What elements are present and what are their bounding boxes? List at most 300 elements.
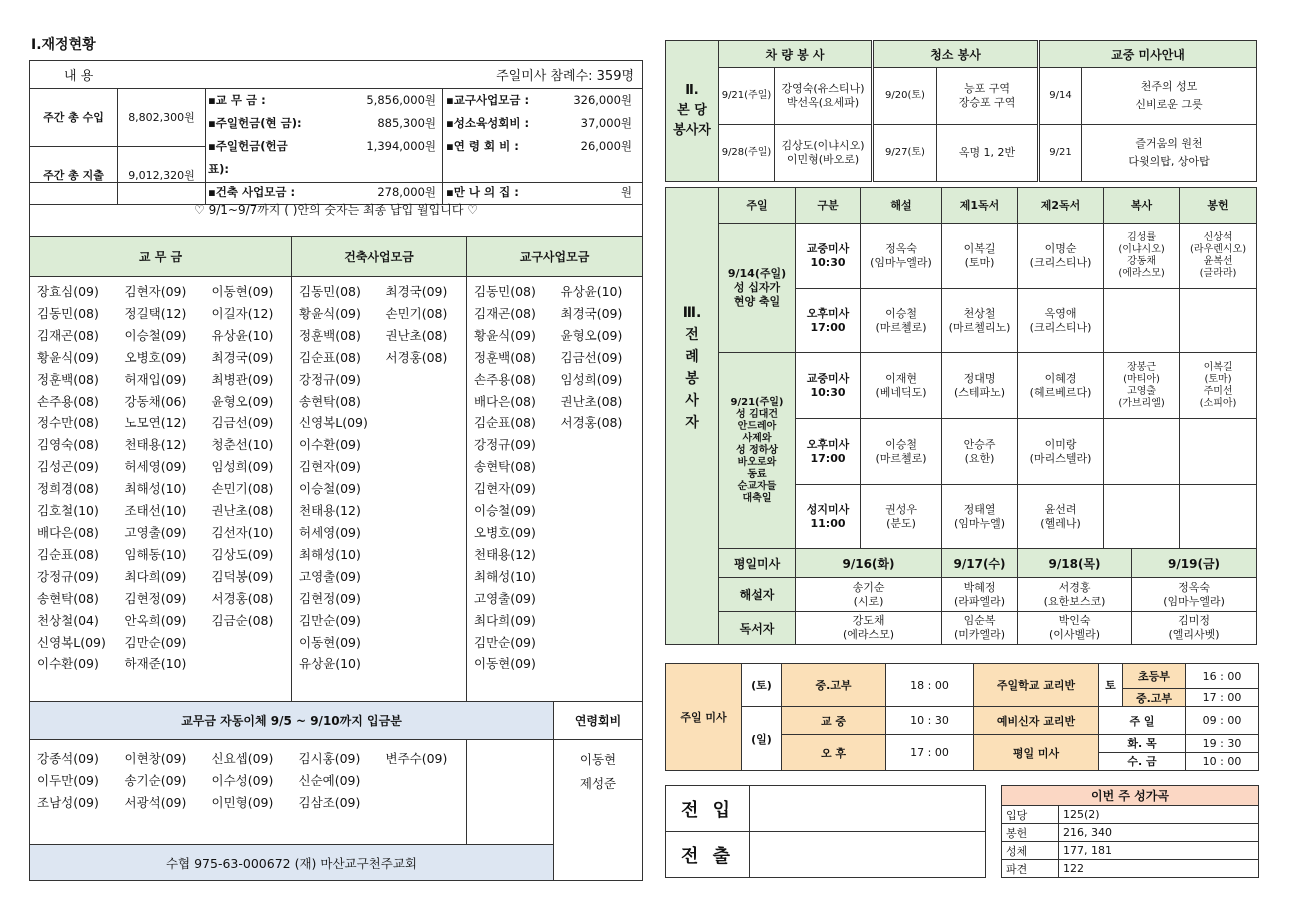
list-line: (라우렌시오) [1190, 244, 1247, 255]
list-line: 김미정 [1178, 614, 1210, 627]
list-line: 정대명 [963, 371, 996, 385]
list-line: 강도채 [852, 614, 885, 627]
list-line: 이수환(09) [37, 656, 99, 672]
list-line: 김금선(09) [211, 415, 274, 431]
list-line: 대축일 [742, 492, 772, 504]
list-line: 강정규(09) [474, 437, 536, 453]
list-line: 서광석(09) [124, 794, 187, 810]
list-line: 이혜경 [1044, 371, 1077, 385]
list-line: 안승주 [963, 437, 996, 451]
list-line: 김선자(10) [211, 524, 274, 540]
list-line: (이냐시오) [1118, 244, 1165, 255]
commentator-label: 해설자 [719, 578, 796, 612]
list-line: (마르첼리노) [948, 320, 1011, 334]
list-line: 노모연(12) [124, 415, 187, 431]
th-server: 복사 [1104, 188, 1180, 224]
section1-title: Ⅰ.재정현황 [31, 37, 96, 53]
commentator [861, 224, 942, 289]
list-line: 김영숙(08) [37, 437, 99, 453]
mass-info [1082, 125, 1257, 182]
auto-col-2 [118, 740, 205, 845]
list-line: 최경국(09) [560, 305, 623, 321]
list-line: (스테파노) [953, 385, 1006, 399]
catechumen-time: 09 : 00 [1186, 707, 1259, 735]
clean-area [937, 68, 1038, 125]
list-line: 11:00 [810, 516, 846, 530]
list-line: 신영복L(09) [299, 415, 368, 431]
auto-col-1 [30, 740, 118, 845]
list-line: 권난초(08) [385, 327, 448, 343]
th-reading1: 제1독서 [942, 188, 1018, 224]
list-line: 손주용(08) [474, 371, 536, 387]
list-line: 정태열 [963, 502, 996, 516]
list-line: 김현자(09) [299, 459, 361, 475]
list-line: 강영숙(유스티나) [781, 82, 865, 95]
list-line: 10:30 [810, 256, 846, 269]
list-line: 김현자(09) [124, 284, 187, 299]
car-names [775, 125, 872, 182]
list-line: (크리스티나) [1029, 320, 1092, 334]
reader2 [1018, 419, 1104, 485]
list-line: 이승철 [885, 437, 917, 451]
names-table [29, 182, 643, 881]
hymns-title: 이번 주 성가곡 [1002, 786, 1259, 806]
mass-date: 9/21 [1040, 125, 1082, 182]
saturday-short: 토 [1099, 664, 1123, 707]
reader1 [942, 224, 1018, 289]
list-line: 서경홍(08) [211, 590, 274, 606]
list-line: 최병관(09) [211, 371, 274, 387]
list-line: 손민기(08) [385, 305, 448, 321]
catechumen-day: 주 일 [1099, 707, 1186, 735]
list-line: 김현정(09) [124, 590, 187, 606]
commentator [861, 353, 942, 419]
list-line: 김금선(09) [560, 349, 623, 365]
list-line: 최해성(10) [299, 546, 361, 562]
list-line: 성 김대건 [735, 408, 779, 420]
mass-date: 9/14 [1040, 68, 1082, 125]
finance-items: ▪교 무 금 : 5,856,000원 ▪교구사업모금 : 326,000원 ▪주일헌금(현 금): 885,300원 ▪성소육성회비 : 37,000원 ▪주일헌금(헌금표): 1,394,000원 ▪연 령 회 비 : 26,000원 ▪건축 사업모금 : 278,000원 ▪만 나 의 집 : 원 [206, 89, 642, 204]
wed-fri-time: 10 : 00 [1202, 755, 1242, 768]
list-line: 정훈백(08) [37, 371, 99, 387]
weekday-mass-label: 평일 미사 [974, 735, 1099, 771]
list-line: 황윤식(09) [37, 349, 99, 365]
list-line: 윤형오(09) [560, 327, 623, 343]
weekday-commentator [1132, 578, 1257, 612]
hymn-value: 177, 181 [1059, 842, 1259, 860]
list-line: 이승철(09) [124, 327, 187, 343]
list-line: 신요셉(09) [211, 751, 274, 766]
list-line: 바오로와 [737, 456, 777, 468]
hymn-label: 입당 [1002, 806, 1059, 824]
list-line: 김현정(09) [299, 590, 361, 606]
hymn-value: 216, 340 [1059, 824, 1259, 842]
list-line: (토마) [964, 256, 995, 269]
transfer-out-label: 전 출 [666, 832, 750, 878]
weekday-date: 9/16(화) [796, 549, 942, 578]
list-line: 서경홍 [1058, 580, 1091, 594]
list-line: 윤복선 [1203, 256, 1233, 267]
main-mass-time: 10 : 30 [886, 707, 974, 735]
list-line: 이복길 [1203, 361, 1233, 373]
list-line: 최다희(09) [124, 568, 187, 584]
list-line: 김성률 [1127, 232, 1157, 243]
list-line: 안드레아 [737, 420, 777, 432]
weekday-date: 9/18(목) [1018, 549, 1132, 578]
list-line: 황윤식(09) [299, 305, 361, 321]
list-line: 강종석(09) [37, 751, 99, 766]
weekday-reader [1132, 612, 1257, 645]
saturday-label: (토) [742, 664, 782, 707]
list-line: 김덕봉(09) [211, 568, 274, 584]
offering [1180, 353, 1257, 419]
list-line: 권난초(08) [560, 393, 623, 409]
list-line: 임성희(09) [560, 371, 623, 387]
weekday-commentator [1018, 578, 1132, 612]
list-line: 김순표(08) [474, 415, 536, 431]
list-line: 이동현(09) [211, 284, 274, 299]
list-line: 정옥숙 [885, 242, 917, 255]
list-line: 배다은(08) [474, 393, 536, 409]
list-line: 최해성(10) [124, 481, 187, 497]
list-line: 유상윤(10) [211, 327, 274, 343]
list-line: 최다희(09) [474, 612, 536, 628]
list-line: 정희경(08) [37, 481, 99, 497]
notice: ♡ 9/1~9/7까지 ( )안의 숫자는 최종 납입 월입니다 ♡ [30, 183, 643, 237]
list-line: 김동민(08) [299, 284, 361, 299]
list-line: 장효심(09) [37, 284, 99, 299]
list-line: 송현탁(08) [299, 393, 361, 409]
sunday-school-label: 주일학교 교리반 [974, 664, 1099, 707]
auto-col-4 [292, 740, 379, 845]
list-line: 권난초(08) [211, 503, 274, 519]
list-line: 고영출(09) [124, 524, 187, 540]
reader1 [942, 419, 1018, 485]
list-line: 김상도(09) [211, 546, 274, 562]
mass-type [796, 224, 861, 289]
clean-header: 청소 봉사 [874, 41, 1038, 68]
list-line: 안옥희(09) [124, 612, 187, 628]
list-line: 옥명 1, 2반 [958, 146, 1016, 159]
list-line: 오후미사 [806, 306, 850, 320]
list-line: 순교자들 [737, 480, 777, 492]
commentator [861, 289, 942, 353]
car-names [775, 68, 872, 125]
list-line: 즐거움의 원천 [1135, 137, 1203, 150]
list-line: 17:00 [810, 451, 846, 465]
list-line: 김금순(08) [211, 612, 274, 628]
transfer-in-value [750, 786, 986, 832]
list-line: 박선옥(요세파) [786, 96, 860, 109]
list-line: 유상윤(10) [560, 284, 623, 299]
list-line: (토마) [1204, 373, 1232, 385]
list-line: 오병호(09) [124, 349, 187, 365]
list-line: 최경국(09) [385, 284, 448, 299]
list-line: 봉 [685, 371, 699, 388]
section3-table [665, 187, 1257, 645]
list-line: 정훈백(08) [299, 327, 361, 343]
th-sunday: 주일 [719, 188, 796, 224]
list-line: 사 [685, 393, 699, 410]
list-line: 김만순(09) [299, 612, 361, 628]
reader1 [942, 485, 1018, 549]
yeonryeong-header: 연령회비 [554, 702, 643, 740]
list-line: 이두만(09) [37, 772, 99, 788]
list-line: 이명순 [1044, 242, 1077, 255]
reader1 [942, 289, 1018, 353]
list-line: 강동채(06) [124, 393, 187, 409]
middle-high-mass: 중.고부 [782, 664, 886, 707]
th-type: 구분 [796, 188, 861, 224]
list-line: 강동채 [1127, 256, 1157, 267]
evening-mass-time: 17 : 00 [886, 735, 974, 771]
list-line: 17:00 [810, 320, 846, 334]
tue-thu-label: 화. 목 [1099, 735, 1185, 753]
list-line: (헤르베르다) [1029, 385, 1092, 399]
transfer-out-value [750, 832, 986, 878]
diocese-col-2 [554, 277, 643, 702]
diocese-col-1 [467, 277, 554, 702]
building-col-1 [292, 277, 379, 702]
list-line: 김순표(08) [299, 349, 361, 365]
list-line: 이복길 [963, 242, 996, 255]
clean-date: 9/27(토) [874, 125, 937, 182]
list-line: 송현탁(08) [474, 459, 536, 475]
car-date: 9/28(주일) [719, 125, 775, 182]
list-line: 정옥숙 [1178, 580, 1210, 594]
list-line: 전 [685, 327, 699, 344]
transfer-table [665, 785, 986, 878]
middle-high-time: 18 : 00 [886, 664, 974, 707]
list-line: (임마누엘라) [1163, 594, 1225, 608]
list-line: (미카엘라) [953, 628, 1006, 641]
list-line: (에라스모) [842, 628, 895, 641]
list-line: 배다은(08) [37, 524, 99, 540]
list-line: 신비로운 그릇 [1135, 98, 1203, 111]
list-line: 자 [685, 415, 699, 432]
list-line: 천태용(12) [299, 503, 361, 519]
list-line: 임성희(09) [211, 459, 274, 475]
list-line: 례 [685, 349, 699, 366]
sunday-title [719, 353, 796, 549]
list-line: (크리스티나) [1029, 256, 1092, 269]
auto-col-3 [205, 740, 292, 845]
list-line: 이현창(09) [124, 751, 187, 766]
altar-server [1104, 485, 1180, 549]
list-line: (베네딕도) [875, 385, 927, 399]
offering [1180, 485, 1257, 549]
list-line: 김삼조(09) [298, 794, 361, 810]
list-line: 성지미사 [806, 502, 850, 516]
expense-label: 주간 총 지출 [30, 147, 118, 205]
list-line: 하재준(10) [124, 656, 187, 672]
commentator [861, 485, 942, 549]
gyomu-col-1 [30, 277, 118, 702]
gyomu-col-2 [118, 277, 205, 702]
weekday-date: 9/17(수) [942, 549, 1018, 578]
list-line: 김재곤(08) [474, 305, 536, 321]
list-line: 유상윤(10) [299, 656, 361, 672]
altar-server [1104, 289, 1180, 353]
list-line: (헬레나) [1040, 516, 1081, 530]
list-line: 성 십자가 [733, 281, 781, 294]
list-line: 오병호(09) [474, 524, 536, 540]
list-line: 임해동(10) [124, 546, 187, 562]
reader2 [1018, 289, 1104, 353]
list-line: 서경홍(08) [385, 349, 448, 365]
mh2-label: 중.고부 [1123, 689, 1186, 707]
list-line: 교중미사 [806, 242, 850, 255]
list-line: (마르첼로) [875, 320, 927, 334]
th-offering: 봉헌 [1180, 188, 1257, 224]
list-line: 이동현(09) [299, 634, 361, 650]
commentator [861, 419, 942, 485]
weekday-commentator [942, 578, 1018, 612]
list-line: 김순표(08) [37, 546, 99, 562]
list-line: 박인숙 [1058, 614, 1091, 627]
list-line: 사제와 [742, 432, 772, 444]
altar-server [1104, 419, 1180, 485]
list-line: 신상석 [1203, 232, 1233, 243]
income-label: 주간 총 수입 [30, 89, 118, 147]
list-line: 신순예(09) [298, 772, 361, 788]
list-line: 고영출(09) [474, 590, 536, 606]
elementary-label: 초등부 [1123, 664, 1186, 689]
list-line: 이재현 [885, 371, 917, 385]
list-line: 청춘선(10) [211, 437, 274, 453]
list-line: 고영출 [1127, 385, 1157, 397]
clean-area [937, 125, 1038, 182]
list-line: 최해성(10) [474, 568, 536, 584]
building-col-2 [379, 277, 467, 702]
sunday-short: (일) [742, 707, 782, 771]
list-line: 송현탁(08) [37, 590, 99, 606]
list-line: (글라라) [1199, 268, 1237, 279]
clean-date: 9/20(토) [874, 68, 937, 125]
list-line: 능포 구역 [964, 82, 1011, 95]
list-line: (임마누엘) [953, 516, 1006, 530]
list-line: 10:30 [810, 385, 846, 399]
list-line: (시로) [853, 594, 884, 608]
list-line: 강정규(09) [299, 371, 361, 387]
list-line: Ⅲ. [682, 305, 702, 322]
list-line: 이승철(09) [299, 481, 361, 497]
list-line: (요한보스코) [1043, 594, 1106, 608]
list-line: 9/14(주일) [727, 267, 787, 280]
list-line: (소피아) [1199, 397, 1237, 409]
finance-summary [29, 60, 643, 89]
hymn-value: 125(2) [1059, 806, 1259, 824]
list-line: 현양 축일 [733, 295, 781, 308]
list-line: 옥영애 [1044, 306, 1077, 320]
altar-server [1104, 224, 1180, 289]
section2-table [665, 40, 1257, 182]
list-line: 본 당 [677, 103, 707, 118]
reader1 [942, 353, 1018, 419]
list-line: 김상도(이냐시오) [781, 139, 865, 152]
list-line: 이수성(09) [211, 772, 274, 788]
hymn-value: 122 [1059, 860, 1259, 878]
list-line: (임마누엘라) [870, 256, 932, 269]
diocese-header: 교구사업모금 [467, 237, 643, 277]
list-line: 교중미사 [806, 371, 850, 385]
sunday-title [719, 224, 796, 353]
auto-col-5 [379, 740, 467, 845]
section2-label [666, 41, 719, 182]
list-line: 김시홍(09) [298, 751, 361, 766]
mh2-time: 17 : 00 [1186, 689, 1259, 707]
car-header: 차 량 봉 사 [719, 41, 872, 68]
offering [1180, 289, 1257, 353]
tue-thu-time: 19 : 30 [1186, 735, 1258, 753]
list-line: 김현자(09) [474, 481, 536, 497]
list-line: 임순복 [963, 614, 996, 627]
mass-schedule [665, 663, 1259, 771]
weekday-reader [1018, 612, 1132, 645]
hymn-label: 파견 [1002, 860, 1059, 878]
list-line: 장봉근 [1127, 361, 1157, 373]
list-line: (가브리엘) [1118, 397, 1165, 409]
list-line: 손주용(08) [37, 393, 99, 409]
list-line: 윤형오(09) [211, 393, 274, 409]
list-line: 이미랑 [1044, 437, 1077, 451]
weekday-reader [942, 612, 1018, 645]
list-line: 천상철 [963, 306, 996, 320]
mass-type [796, 289, 861, 353]
transfer-in-label: 전 입 [666, 786, 750, 832]
weekday-date: 9/19(금) [1132, 549, 1257, 578]
gyomu-col-3 [205, 277, 292, 702]
list-line: (마르첼로) [875, 451, 927, 465]
list-line: 허재입(09) [124, 371, 187, 387]
list-line: (엘리사벳) [1168, 628, 1220, 641]
list-line: 손민기(08) [211, 481, 274, 497]
list-line: 천주의 성모 [1140, 80, 1198, 93]
mass-type [796, 353, 861, 419]
list-line: 허세영(09) [124, 459, 187, 475]
gyomu-header: 교 무 금 [30, 237, 292, 277]
list-line: 고영출(09) [299, 568, 361, 584]
th-reading2: 제2독서 [1018, 188, 1104, 224]
weekday-commentator [796, 578, 942, 612]
list-line: 박혜정 [963, 580, 996, 594]
list-line: 강정규(09) [37, 568, 99, 584]
list-line: 이수환(09) [299, 437, 361, 453]
list-line: (라파엘라) [953, 594, 1006, 608]
car-date: 9/21(주일) [719, 68, 775, 125]
list-line: 제성준 [579, 776, 617, 791]
income-value: 8,802,300원 [118, 89, 206, 147]
list-line: 서경홍(08) [560, 415, 623, 431]
th-commentary: 해설 [861, 188, 942, 224]
wed-fri-label: 수. 금 [1127, 755, 1157, 768]
list-line: (마티아) [1123, 373, 1160, 385]
main-mass-label: 교 중 [782, 707, 886, 735]
list-line: 장승포 구역 [958, 96, 1016, 109]
list-line: 윤선려 [1044, 502, 1077, 516]
content-label: 내 용 [30, 61, 323, 89]
reader2 [1018, 353, 1104, 419]
list-line: 이민형(바오로) [786, 153, 860, 166]
list-line: 김만순(09) [124, 634, 187, 650]
list-line: 봉사자 [673, 123, 711, 138]
weekday-label: 평일미사 [719, 549, 796, 578]
hymn-label: 성체 [1002, 842, 1059, 860]
account: 수협 975-63-000672 (재) 마산교구천주교회 [30, 845, 554, 881]
offering [1180, 224, 1257, 289]
weekday-reader [796, 612, 942, 645]
section3-label [666, 188, 719, 549]
